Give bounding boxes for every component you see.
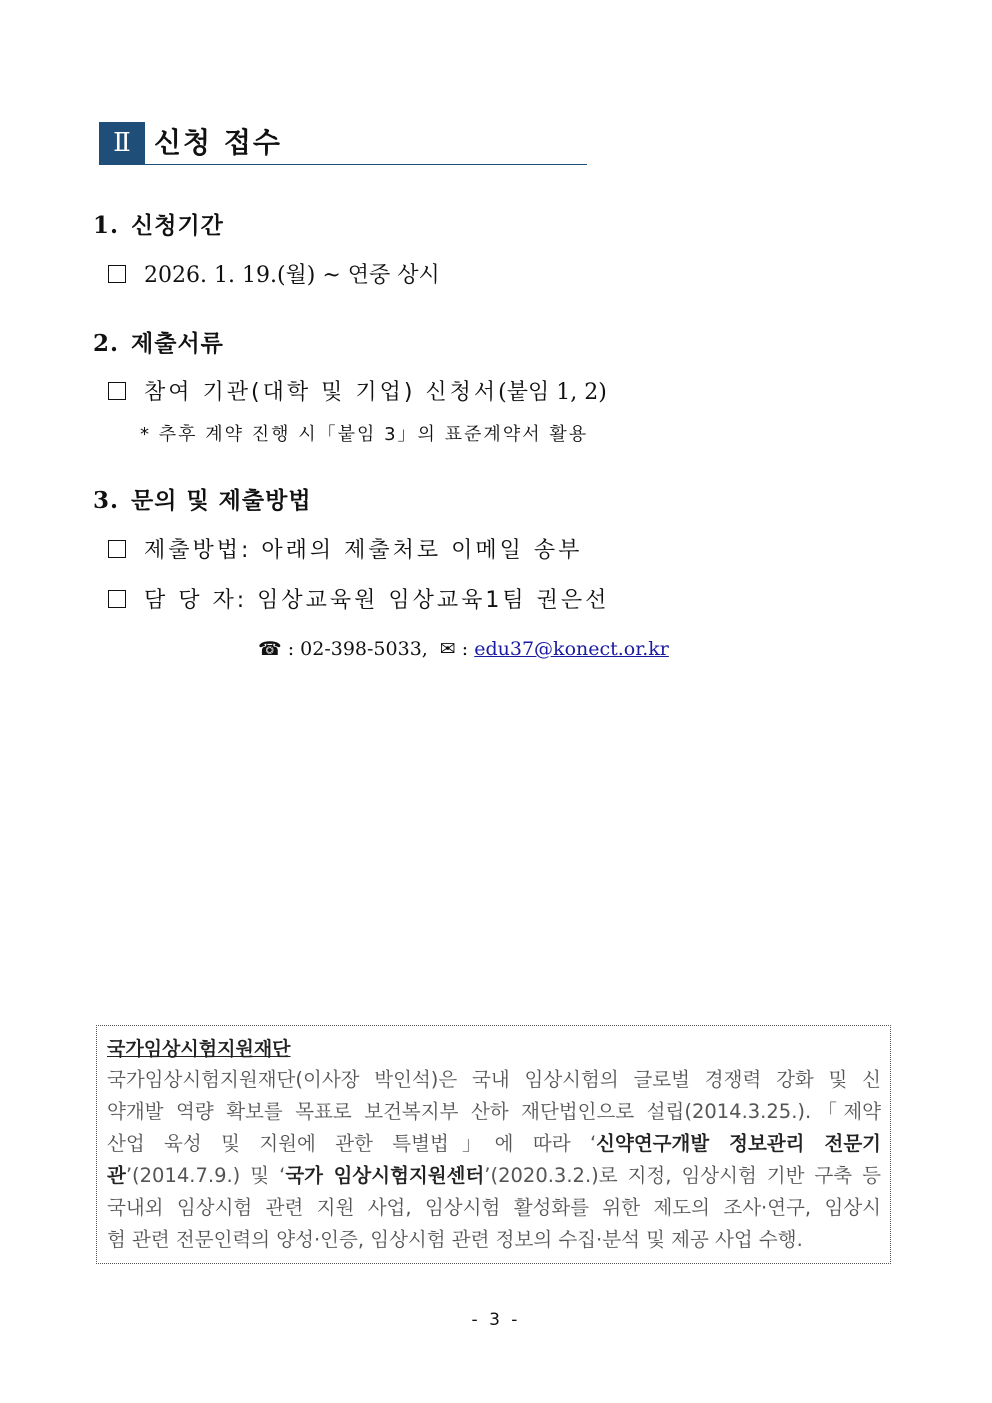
chapter-underline <box>99 164 587 165</box>
description-line: 험 관련 전문인력의 양성·인증, 임상시험 관련 정보의 수집·분석 및 제공 사업 수행. <box>107 1228 803 1251</box>
phone-number: : 02-398-5033, <box>281 638 428 660</box>
description-text: ’(2020.3.2.)로 지정, 임상시험 기반 구축 등 <box>484 1164 881 1187</box>
required-document: 참여 기관(대학 및 기업) 신청서 <box>144 380 499 405</box>
contract-note: * 추후 계약 진행 시「붙임 3」의 표준계약서 활용 <box>140 424 589 445</box>
phone-icon: ☎ <box>258 638 282 660</box>
mail-icon: ✉ <box>439 638 456 660</box>
description-line <box>107 1160 881 1192</box>
description-line: 국내외 임상시험 관련 지원 사업, 임상시험 활성화를 위한 제도의 조사·연구, 임상시 <box>107 1196 881 1219</box>
section-1-title: 신청기간 <box>131 213 224 239</box>
foundation-name: 국가임상시험지원재단 <box>107 1038 291 1060</box>
contact-line <box>258 638 669 660</box>
designation-name: 국가 임상시험지원센터 <box>285 1164 485 1187</box>
section-1-number: 1. <box>93 212 120 239</box>
section-3-number: 3. <box>93 487 120 514</box>
section-3-title: 문의 및 제출방법 <box>131 488 312 514</box>
section-2-number: 2. <box>93 330 120 357</box>
required-document-attachment: (붙임 1, 2) <box>498 380 607 405</box>
foundation-description <box>107 1064 881 1256</box>
section-3-item-contact <box>108 583 609 614</box>
designation-name: 관 <box>107 1164 126 1187</box>
description-line: 약개발 역량 확보를 목표로 보건복지부 산하 재단법인으로 설립(2014.3.25.).「제약 <box>107 1100 881 1123</box>
checkbox-icon <box>108 382 126 400</box>
chapter-numeral: Ⅱ <box>113 128 131 158</box>
section-1-item <box>108 258 440 289</box>
section-3-item-method <box>108 533 582 564</box>
section-1-heading <box>93 207 224 240</box>
section-2-title: 제출서류 <box>131 331 224 357</box>
description-text: 산업 육성 및 지원에 관한 특별법」에 따라 ‘ <box>107 1132 597 1155</box>
chapter-number-box <box>99 122 145 164</box>
checkbox-icon <box>108 265 126 283</box>
chapter-title: 신청 접수 <box>154 126 282 159</box>
section-2-heading <box>93 325 224 358</box>
mail-separator: : <box>455 638 475 660</box>
checkbox-icon <box>108 590 126 608</box>
contact-person: 담 당 자: 임상교육원 임상교육1팀 권은선 <box>144 588 610 613</box>
email-link[interactable]: edu37@konect.or.kr <box>474 638 669 660</box>
section-3-heading <box>93 482 312 515</box>
section-2-item <box>108 375 607 406</box>
description-line <box>107 1128 881 1160</box>
description-text: ’(2014.7.9.) 및 ‘ <box>125 1164 286 1187</box>
submission-method: 제출방법: 아래의 제출처로 이메일 송부 <box>144 538 583 563</box>
checkbox-icon <box>108 540 126 558</box>
description-line: 국가임상시험지원재단(이사장 박인석)은 국내 임상시험의 글로벌 경쟁력 강화 및 신 <box>107 1068 881 1091</box>
foundation-info-box <box>96 1025 891 1264</box>
application-period: 2026. 1. 19.(월) ~ 연중 상시 <box>144 263 440 288</box>
page-number: - 3 - <box>471 1310 521 1330</box>
designation-name: 신약연구개발 정보관리 전문기 <box>596 1132 881 1155</box>
